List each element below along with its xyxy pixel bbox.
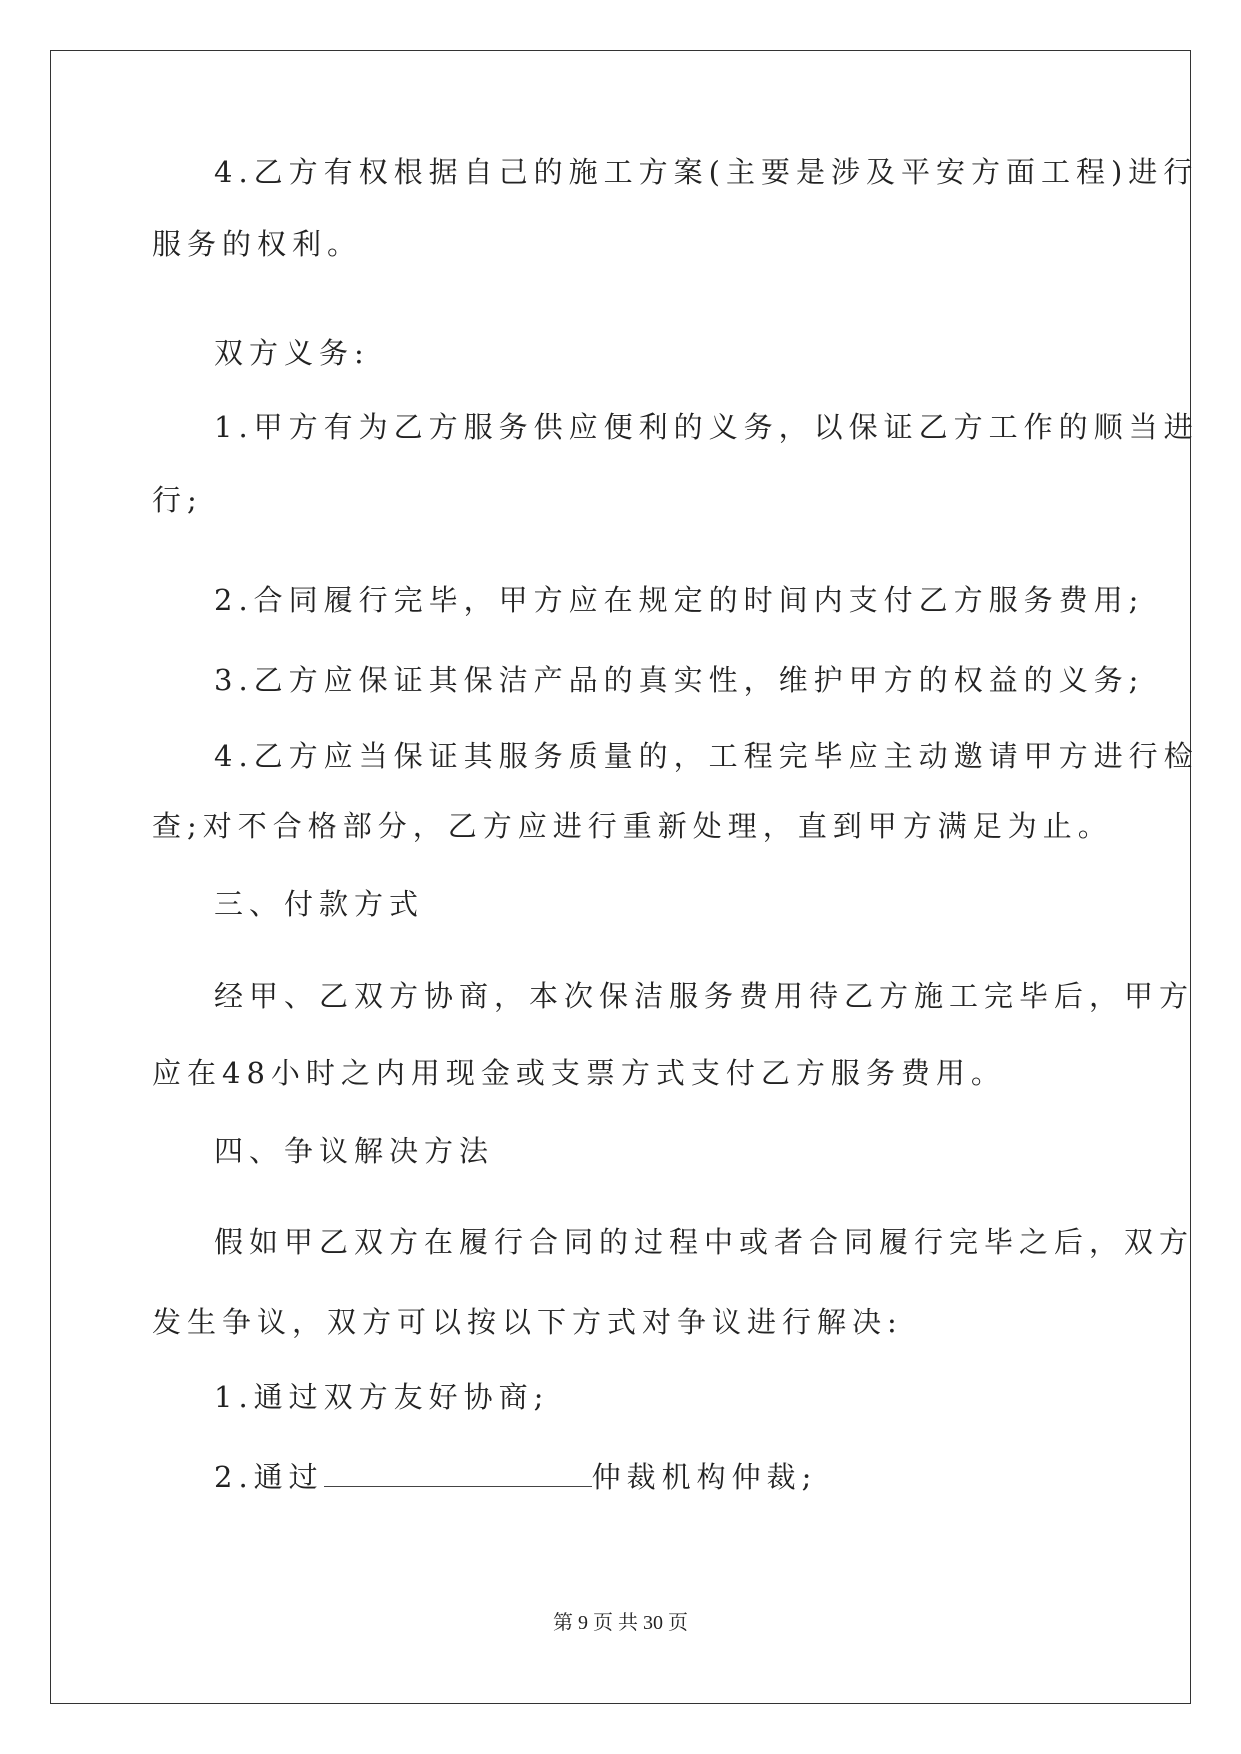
paragraph-line: 3.乙方应保证其保洁产品的真实性，维护甲方的权益的义务; [214, 663, 1145, 697]
paragraph-line: 4.乙方应当保证其服务质量的，工程完毕应主动邀请甲方进行检 [214, 739, 1199, 773]
paragraph-line: 行; [152, 483, 203, 517]
page-number-footer: 第 9 页 共 30 页 [553, 1612, 688, 1634]
paragraph-line: 双方义务: [214, 336, 370, 370]
section-heading: 三、付款方式 [214, 887, 425, 921]
paragraph-line: 服务的权利。 [152, 227, 363, 261]
fill-in-blank [324, 1482, 592, 1487]
paragraph-line: 2.合同履行完毕，甲方应在规定的时间内支付乙方服务费用; [214, 583, 1145, 617]
paragraph-line: 4.乙方有权根据自己的施工方案(主要是涉及平安方面工程)进行 [214, 155, 1199, 189]
arbitration-prefix: 2.通过 [214, 1460, 324, 1494]
section-heading: 四、争议解决方法 [214, 1134, 495, 1168]
paragraph-line: 经甲、乙双方协商，本次保洁服务费用待乙方施工完毕后，甲方 [214, 979, 1195, 1013]
paragraph-line: 查;对不合格部分，乙方应进行重新处理，直到甲方满足为止。 [152, 809, 1113, 843]
arbitration-suffix: 仲裁机构仲裁; [591, 1460, 818, 1494]
paragraph-line: 1.通过双方友好协商; [214, 1380, 550, 1414]
page-border [50, 50, 1199, 1704]
arbitration-line [152, 1457, 1089, 1497]
paragraph-line: 应在48小时之内用现金或支票方式支付乙方服务费用。 [152, 1056, 1006, 1090]
paragraph-line: 发生争议，双方可以按以下方式对争议进行解决: [152, 1305, 903, 1339]
paragraph-line: 1.甲方有为乙方服务供应便利的义务，以保证乙方工作的顺当进 [214, 410, 1199, 444]
paragraph-line: 假如甲乙双方在履行合同的过程中或者合同履行完毕之后，双方 [214, 1225, 1195, 1259]
